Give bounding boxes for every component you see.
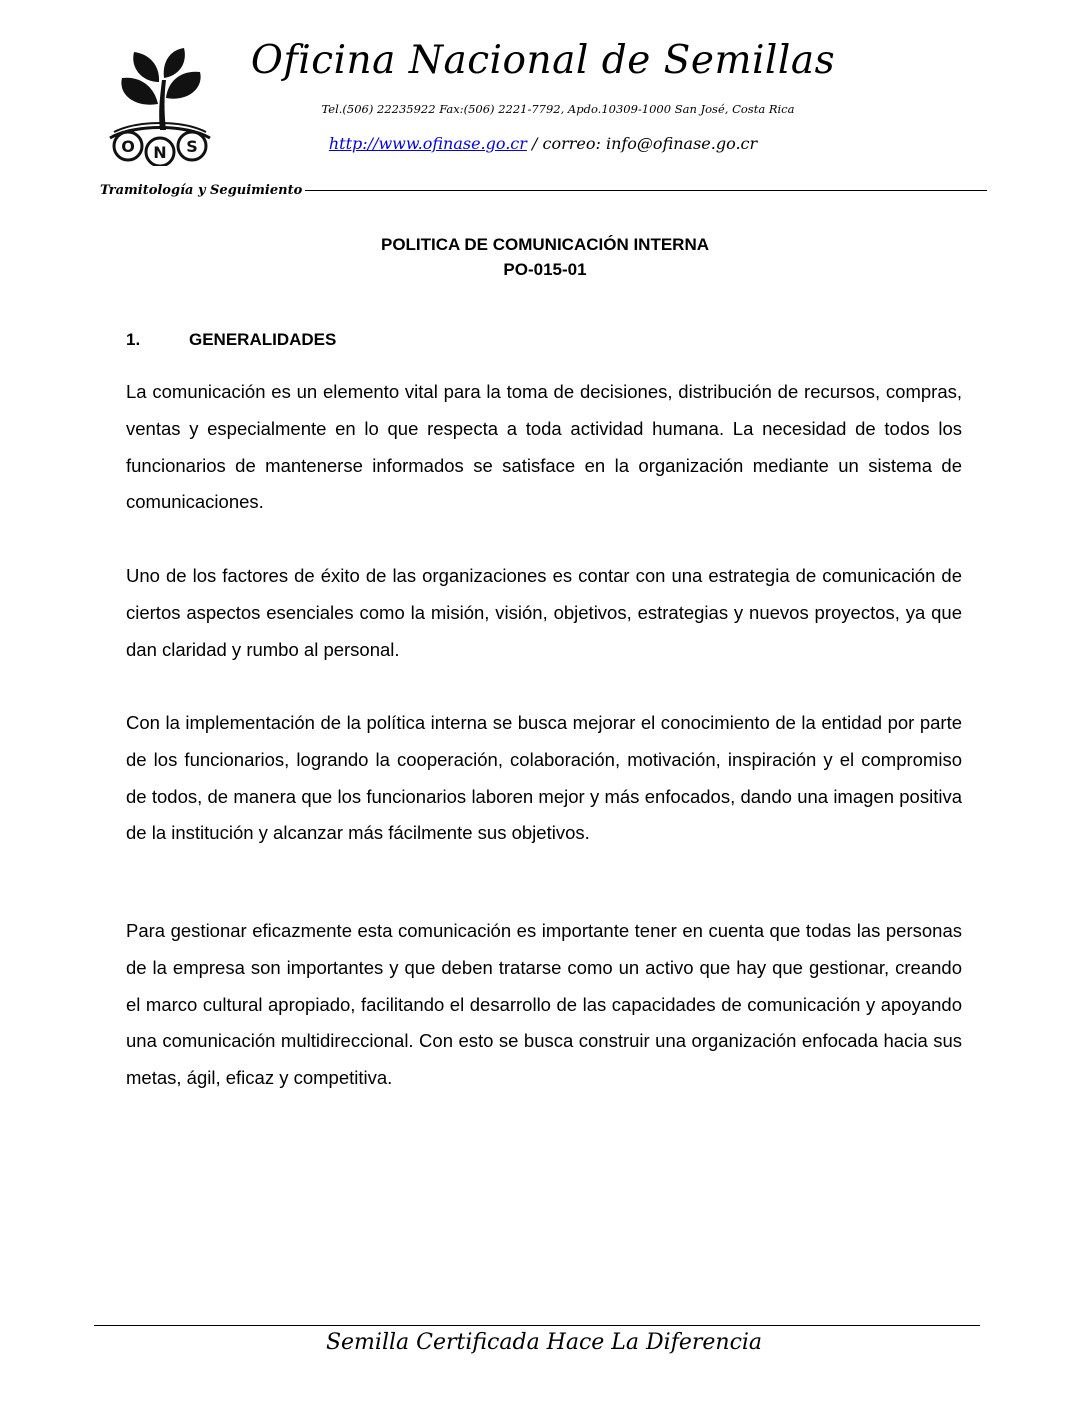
svg-text:S: S — [186, 137, 198, 156]
ons-logo — [104, 42, 216, 166]
header-divider — [305, 190, 987, 191]
document-title-block — [126, 232, 964, 282]
footer-slogan: Semilla Certificada Hace La Diferencia — [325, 1330, 763, 1355]
paragraph: Uno de los factores de éxito de las organizaciones es contar con una estrategia de comunicación de ciertos aspectos esenciales como la misión, visión, objetivos, estrategias y nuevos proyectos, ya que dan claridad y rumbo al personal. — [126, 565, 962, 660]
section-heading — [126, 330, 336, 350]
section-title: GENERALIDADES — [189, 330, 337, 349]
section-number: 1. — [126, 330, 141, 349]
website-link[interactable]: http://www.ofinase.go.cr — [328, 134, 527, 153]
paragraph: Para gestionar eficazmente esta comunicación es importante tener en cuenta que todas las personas de la empresa son importantes y que deben tratarse como un activo que hay que gestionar, creando el marco cultural apropiado, facilitando el desarrollo de las capacidades de comunicación y apoyando una comunicación multidireccional. Con esto se busca construir una organización enfocada hacia sus metas, ágil, eficaz y competitiva. — [126, 920, 962, 1089]
department-label: Tramitología y Seguimiento — [100, 183, 303, 198]
svg-text:N: N — [153, 143, 167, 162]
document-code: PO-015-01 — [503, 260, 587, 279]
organization-name: Oficina Nacional de Semillas — [250, 38, 836, 83]
footer-divider — [94, 1325, 980, 1326]
svg-text:O: O — [121, 137, 135, 156]
contact-line: Tel.(506) 22235922 Fax:(506) 2221-7792, Apdo.10309-1000 San José, Costa Rica — [321, 102, 795, 116]
email-text: / correo: info@ofinase.go.cr — [526, 134, 758, 153]
paragraph: La comunicación es un elemento vital para la toma de decisiones, distribución de recursos, compras, ventas y especialmente en lo que respecta a toda actividad humana. La necesidad de todos los funcionarios de mantenerse informados se satisface en la organización mediante un sistema de comunicaciones. — [126, 381, 962, 513]
document-title: POLITICA DE COMUNICACIÓN INTERNA — [380, 235, 710, 254]
web-contact-line — [318, 134, 768, 153]
paragraph: Con la implementación de la política interna se busca mejorar el conocimiento de la entidad por parte de los funcionarios, logrando la cooperación, colaboración, motivación, inspiración y el compromiso de todos, de manera que los funcionarios laboren mejor y más enfocados, dando una imagen positiva de la institución y alcanzar más fácilmente sus objetivos. — [126, 712, 962, 844]
